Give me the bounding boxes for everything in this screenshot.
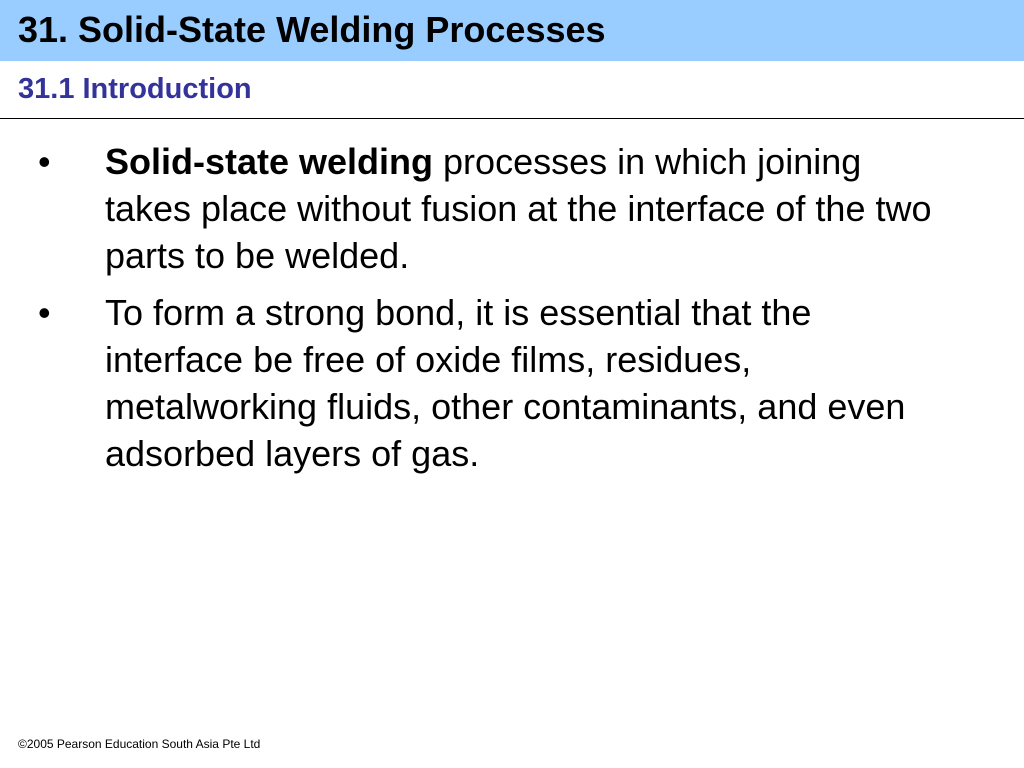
title-divider — [0, 118, 1024, 119]
bullet-list — [0, 138, 1024, 487]
copyright-footer: ©2005 Pearson Education South Asia Pte Ltd — [18, 737, 261, 751]
bullet-text: To form a strong bond, it is essential that the interface be free of oxide films, residues, metalworking fluids, other contaminants, and even adsorbed layers of gas. — [105, 292, 906, 474]
slide-subtitle: 31.1 Introduction — [18, 73, 252, 105]
slide-title: 31. Solid-State Welding Processes — [18, 9, 606, 50]
bullet-marker: • — [38, 141, 51, 182]
bullet-item — [0, 289, 955, 477]
bullet-marker: • — [38, 292, 51, 333]
bullet-item — [0, 138, 955, 279]
bullet-text: processes in which joining takes place without fusion at the interface of the two parts to be welded. — [105, 141, 932, 276]
bold-term: Solid-state welding — [105, 141, 434, 182]
